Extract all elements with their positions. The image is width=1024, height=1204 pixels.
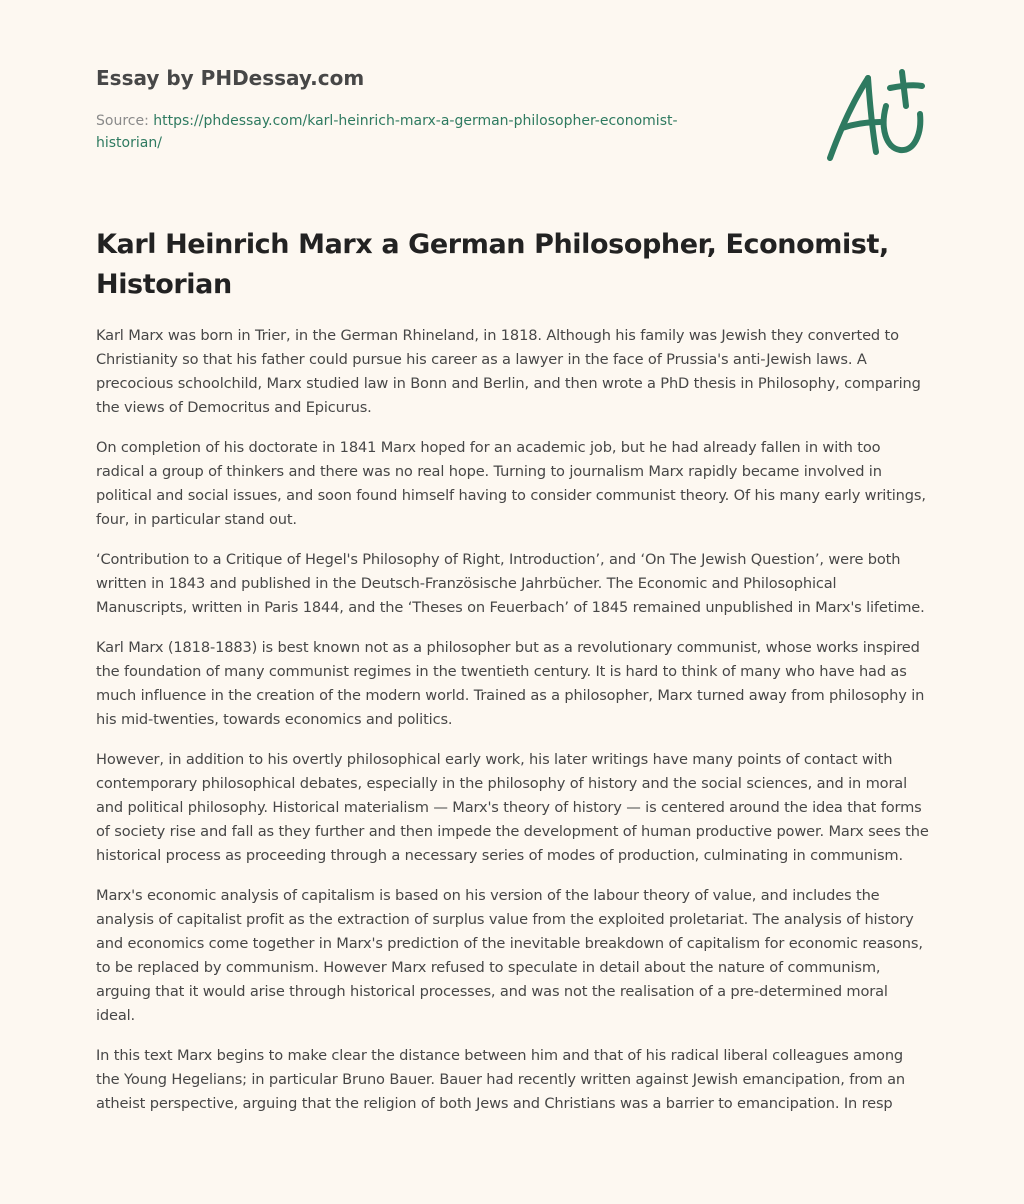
- source-link[interactable]: https://phdessay.com/karl-heinrich-marx-a-german-philosopher-economist-historian/: [96, 113, 678, 151]
- a-plus-logo-icon: [820, 66, 930, 166]
- paragraph: ‘Contribution to a Critique of Hegel's Philosophy of Right, Introduction’, and ‘On The Jewish Question’, were both written in 1843 and published in the Deutsch-Französische Jahrbücher. The Economic and Philosophical Manuscripts, written in Paris 1844, and the ‘Theses on Feuerbach’ of 1845 remained unpublished in Marx's lifetime.: [96, 551, 925, 616]
- page-header: [96, 64, 746, 154]
- article-title: Karl Heinrich Marx a German Philosopher, Economist, Historian: [96, 229, 889, 300]
- source-line: [96, 110, 736, 154]
- paragraph: Karl Marx (1818-1883) is best known not as a philosopher but as a revolutionary communist, whose works inspired the foundation of many communist regimes in the twentieth century. It is hard to think of many who have had as much influence in the creation of the modern world. Trained as a philosopher, Marx turned away from philosophy in his mid-twenties, towards economics and politics.: [96, 639, 925, 728]
- paragraph: Marx's economic analysis of capitalism is based on his version of the labour theory of value, and includes the analysis of capitalist profit as the extraction of surplus value from the exploited proletariat. The analysis of history and economics come together in Marx's prediction of the inevitable breakdown of capitalism for economic reasons, to be replaced by communism. However Marx refused to speculate in detail about the nature of communism, arguing that it would arise through historical processes, and was not the realisation of a pre-determined moral ideal.: [96, 887, 923, 1024]
- paragraph: In this text Marx begins to make clear the distance between him and that of his radical liberal colleagues among the Young Hegelians; in particular Bruno Bauer. Bauer had recently written against Jewish emancipation, from an atheist perspective, arguing that the religion of both Jews and Christians was a barrier to emancipation. In resp: [96, 1047, 905, 1112]
- article-body: [96, 324, 931, 1132]
- paragraph: On completion of his doctorate in 1841 Marx hoped for an academic job, but he had already fallen in with too radical a group of thinkers and there was no real hope. Turning to journalism Marx rapidly became involved in political and social issues, and soon found himself having to consider communist theory. Of his many early writings, four, in particular stand out.: [96, 439, 926, 528]
- paragraph: However, in addition to his overtly philosophical early work, his later writings have many points of contact with contemporary philosophical debates, especially in the philosophy of history and the social sciences, and in moral and political philosophy. Historical materialism — Marx's theory of history — is centered around the idea that forms of society rise and fall as they further and then impede the development of human productive power. Marx sees the historical process as proceeding through a necessary series of modes of production, culminating in communism.: [96, 751, 929, 864]
- source-label: Source:: [96, 113, 154, 129]
- site-title: Essay by PHDessay.com: [96, 66, 365, 90]
- a-plus-logo: [820, 66, 930, 166]
- paragraph: Karl Marx was born in Trier, in the German Rhineland, in 1818. Although his family was Jewish they converted to Christianity so that his father could pursue his career as a lawyer in the face of Prussia's anti-Jewish laws. A precocious schoolchild, Marx studied law in Bonn and Berlin, and then wrote a PhD thesis in Philosophy, comparing the views of Democritus and Epicurus.: [96, 327, 921, 416]
